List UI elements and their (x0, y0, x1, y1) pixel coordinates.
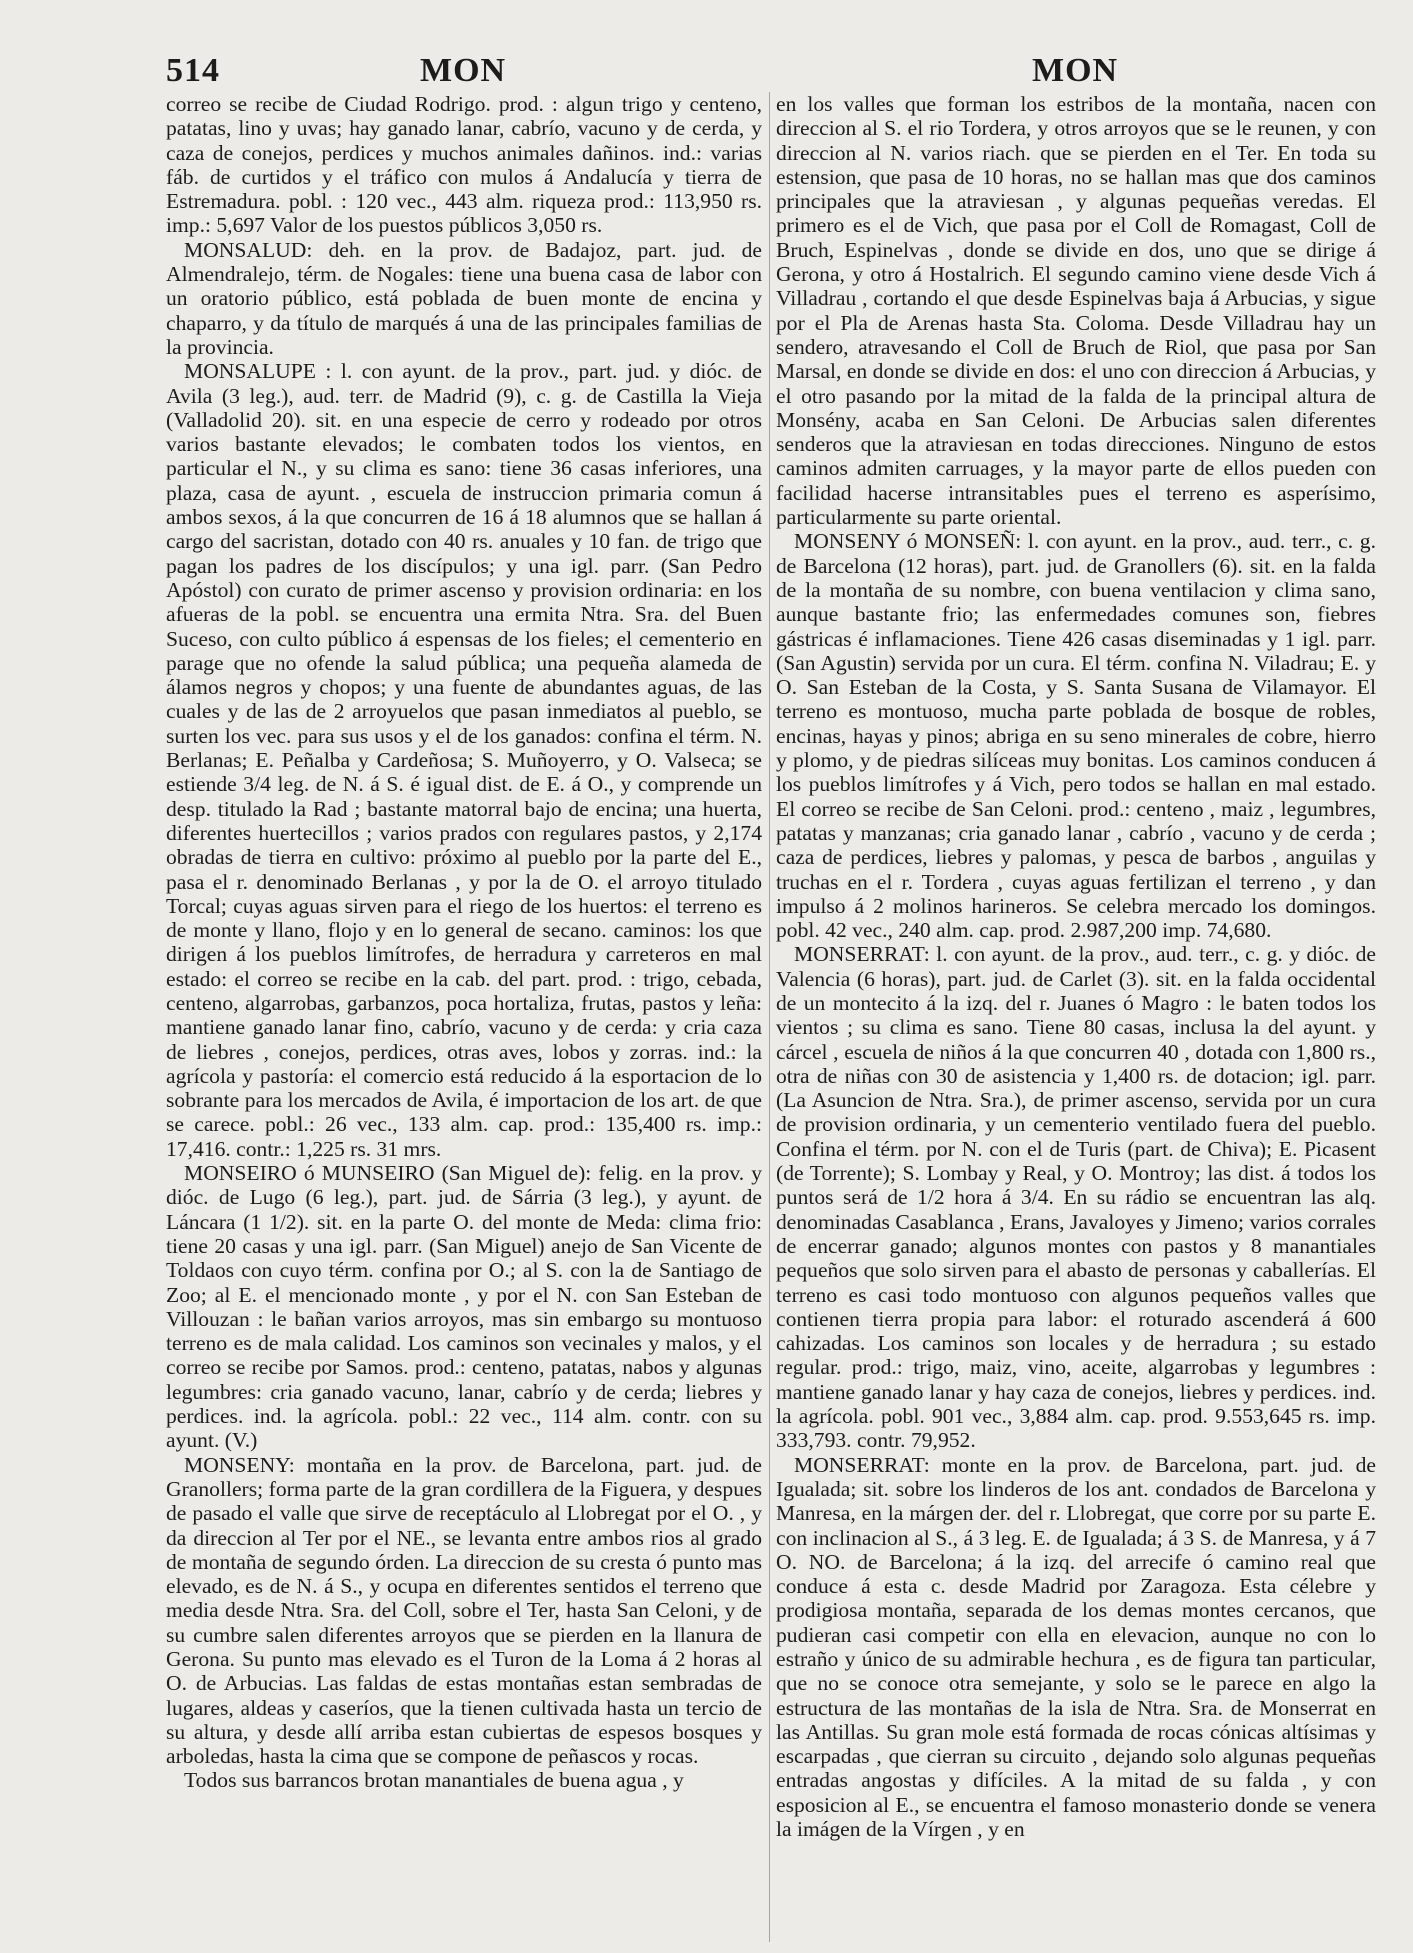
running-head-left: MON (420, 52, 507, 89)
entry-paragraph: MONSENY ó MONSEÑ: l. con ayunt. en la prov., aud. terr., c. g. de Barcelona (12 horas), part. jud. de Granollers (6). sit. en la falda de la montaña de su nombre, con buena ventilacion y clima sano, aunque bastante frio; las enfermedades comunes son, fiebres gástricas é inflamaciones. Tiene 426 casas diseminadas y 1 igl. parr. (San Agustin) servida por un cura. El térm. confina N. Viladrau; E. y O. San Esteban de la Costa, y S. Santa Susana de Vilamayor. El terreno es montuoso, mucha parte poblada de bosque de robles, encinas, hayas y pinos; abriga en su seno minerales de cobre, hierro y plomo, y de piedras silíceas muy bonitas. Los caminos conducen á los pueblos limítrofes y á Vich, pero todos se hallan en mal estado. El correo se recibe de San Celoni. prod.: centeno , maiz , legumbres, patatas y manzanas; cria ganado lanar , cabrío , vacuno y de cerda ; caza de perdices, liebres y palomas, y pesca de barbos , anguilas y truchas en el r. Tordera , cuyas aguas fertilizan el terreno , y dan impulso á 2 molinos harineros. Se celebra mercado los domingos. pobl. 42 vec., 240 alm. cap. prod. 2.987,200 imp. 74,680. (776, 529, 1376, 943)
entry-paragraph: Todos sus barrancos brotan manantiales de buena agua , y (184, 1768, 684, 1793)
left-column (166, 92, 762, 1793)
entry-paragraph: MONSALUPE : l. con ayunt. de la prov., part. jud. y dióc. de Avila (3 leg.), aud. terr. de Madrid (9), c. g. de Castilla la Vieja (Valladolid 20). sit. en una especie de cerro y rodeado por otros varios bastante elevados; le combaten todos los vientos, en particular el N., y su clima es sano: tiene 36 casas inferiores, una plaza, casa de ayunt. , escuela de instruccion primaria comun á ambos sexos, á la que concurren de 16 á 18 alumnos que se hallan á cargo del sacristan, dotado con 40 rs. anuales y 10 fan. de trigo que pagan los padres de los discípulos; y una igl. parr. (San Pedro Apóstol) con curato de primer ascenso y provision ordinaria: en los afueras de la pobl. se encuentra una ermita Ntra. Sra. del Buen Suceso, con culto público á espensas de los fieles; el cementerio en parage que no ofende la salud pública; una pequeña alameda de álamos negros y chopos; y una fuente de abundantes aguas, de las cuales y de las de 2 arroyuelos que pasan inmediatos al pueblo, se surten los vec. para sus usos y el de los ganados: confina el térm. N. Berlanas; E. Peñalba y Cardeñosa; S. Muñoyerro, y O. Valseca; se estiende 3/4 leg. de N. á S. é igual dist. de E. á O., y comprende un desp. titulado la Rad ; bastante matorral bajo de encina; una huerta, diferentes huertecillos ; varios prados con regulares pastos, y 2,174 obradas de tierra en cultivo: próximo al pueblo por la parte del E., pasa el r. denominado Berlanas , y por la de O. el arroyo titulado Torcal; cuyas aguas sirven para el riego de los huertos: el terreno es de monte y llano, flojo y en lo general de secano. caminos: los que dirigen á los pueblos limítrofes, de herradura y carreteros en mal estado: el correo se recibe en la cab. del part. prod. : trigo, cebada, centeno, algarrobas, garbanzos, poca hortaliza, frutas, pastos y leña: mantiene ganado lanar fino, cabrío, vacuno y de cerda: y cria caza de liebres , conejos, perdices, otras aves, lobos y zorras. ind.: la agrícola y pastoría: el comercio está reducido á la esportacion de lo sobrante para los mercados de Avila, é importacion de los art. de que se carece. pobl.: 26 vec., 133 alm. cap. prod.: 135,400 rs. imp.: 17,416. contr.: 1,225 rs. 31 mrs. (166, 359, 762, 1161)
running-head-right: MON (1032, 52, 1119, 89)
right-column (776, 92, 1376, 1841)
entry-paragraph: MONSERRAT: monte en la prov. de Barcelona, part. jud. de Igualada; sit. sobre los linderos de los ant. condados de Barcelona y Manresa, en la márgen der. del r. Llobregat, que corre por su parte E. con inclinacion al S., á 3 leg. E. de Igualada; á 3 S. de Manresa, y á 7 O. NO. de Barcelona; á la izq. del arrecife ó camino real que conduce á esta c. desde Madrid por Zaragoza. Esta célebre y prodigiosa montaña, separada de los demas montes cercanos, que pudieran casi competir con ella en elevacion, aunque no con lo estraño y único de su admirable hechura , es de figura tan particular, que no se conoce otra semejante, y solo se le parece en algo la estructura de las montañas de la isla de Ntra. Sra. de Monserrat en las Antillas. Su gran mole está formada de rocas cónicas altísimas y escarpadas , que cierran su circuito , dejando solo algunas pequeñas entradas angostas y difíciles. A la mitad de su falda , y con esposicion al E., se encuentra el famoso monasterio donde se venera la imágen de la Vírgen , y en (776, 1452, 1376, 1842)
entry-paragraph: en los valles que forman los estribos de la montaña, nacen con direccion al S. el rio Tordera, y otros arroyos que se le reunen, y con direccion al N. varios riach. que se pierden en el Ter. En toda su estension, que pasa de 10 horas, no se hallan mas que dos caminos principales que la atraviesan , y algunas pequeñas veredas. El primero es el de Vich, que pasa por el Coll de Romagast, Coll de Bruch, Espinelvas , donde se divide en dos, uno que se dirige á Gerona, y otro á Hostalrich. El segundo camino viene desde Vich á Villadrau , cortando el que desde Espinelvas baja á Arbucias, y sigue por el Pla de Arenas hasta Sta. Coloma. Desde Villadrau hay un sendero, atravesando el Coll de Bruch de Riol, que pasa por San Marsal, en donde se divide en dos: el uno con direccion á Arbucias, y el otro pasando por la mitad de la falda de la principal altura de Monsény, acaba en San Celoni. De Arbucias salen diferentes senderos que la atraviesan en todas direcciones. Ninguno de estos caminos admiten carruages, y la mayor parte de ellos pueden con facilidad hacerse intransitables pues el terreno es asperísimo, particularmente su parte oriental. (776, 92, 1376, 530)
entry-paragraph: MONSALUD: deh. en la prov. de Badajoz, part. jud. de Almendralejo, térm. de Nogales: tiene una buena casa de labor con un oratorio público, está poblada de buen monte de encina y chaparro, y da título de marqués á una de las principales familias de la provincia. (166, 237, 762, 359)
entry-paragraph: MONSEIRO ó MUNSEIRO (San Miguel de): felig. en la prov. y dióc. de Lugo (6 leg.), part. jud. de Sárria (3 leg.), y ayunt. de Láncara (1 1/2). sit. en la parte O. del monte de Meda: clima frio: tiene 20 casas y una igl. parr. (San Miguel) anejo de San Vicente de Toldaos con cuyo térm. confina por O.; al S. con la de Santiago de Zoo; al E. el mencionado monte , y por el N. con San Esteban de Villouzan : le bañan varios arroyos, mas sin embargo su montuoso terreno es de mala calidad. Los caminos son vecinales y malos, y el correo se recibe por Samos. prod.: centeno, patatas, nabos y algunas legumbres: cria ganado vacuno, lanar, cabrío y de cerda; liebres y perdices. ind. la agrícola. pobl.: 22 vec., 114 alm. contr. con su ayunt. (V.) (166, 1161, 762, 1453)
page-number: 514 (166, 52, 220, 89)
column-divider (769, 92, 770, 1942)
entry-paragraph: MONSENY: montaña en la prov. de Barcelona, part. jud. de Granollers; forma parte de la gran cordillera de la Figuera, y despues de pasado el valle que sirve de receptáculo al Llobregat por el O. , y da direccion al Ter por el NE., se levanta entre ambos rios al grado de montaña de segundo órden. La direccion de su cresta ó punto mas elevado, es de N. á S., y ocupa en diferentes sentidos el terreno que media desde Ntra. Sra. del Coll, sobre el Ter, hasta San Celoni, y de su cumbre salen diferentes arroyos que se pierden en la llanura de Gerona. Su punto mas elevado es el Turon de la Loma á 2 horas al O. de Arbucias. Las faldas de estas montañas estan sembradas de lugares, aldeas y caseríos, que la tienen cultivada hasta un tercio de su altura, y desde allí arriba estan cubiertas de espesos bosques y arboledas, hasta la cima que se compone de peñascos y rocas. (166, 1452, 762, 1769)
entry-paragraph: correo se recibe de Ciudad Rodrigo. prod. : algun trigo y centeno, patatas, lino y uvas; hay ganado lanar, cabrío, vacuno y de cerda, y caza de conejos, perdices y muchos animales dañinos. ind.: varias fáb. de curtidos y el tráfico con mulos á Andalucía y tierra de Estremadura. pobl. : 120 vec., 443 alm. riqueza prod.: 113,950 rs. imp.: 5,697 Valor de los puestos públicos 3,050 rs. (166, 92, 762, 238)
entry-paragraph: MONSERRAT: l. con ayunt. de la prov., aud. terr., c. g. y dióc. de Valencia (6 horas), part. jud. de Carlet (3). sit. en la falda occidental de un montecito á la izq. del r. Juanes ó Magro : le baten todos los vientos ; su clima es sano. Tiene 80 casas, inclusa la del ayunt. y cárcel , escuela de niños á la que concurren 40 , dotada con 1,800 rs., otra de niñas con 30 de asistencia y 1,400 rs. de dotacion; igl. parr. (La Asuncion de Ntra. Sra.), de primer ascenso, servida por un cura de provision ordinaria, y un cementerio ventilado fuera del pueblo. Confina el térm. por N. con el de Turis (part. de Chiva); E. Picasent (de Torrente); S. Lombay y Real, y O. Montroy; las dist. á todos los puntos será de 1/2 hora á 3/4. En su rádio se encuentran las alq. denominadas Casablanca , Erans, Javaloyes y Jimeno; varios corrales de encerrar ganado; algunos montes con pastos y 8 manantiales pequeños que solo sirven para el abasto de personas y caballerías. El terreno es casi todo montuoso con algunos pequeños valles que contienen tierra propia para labor: el roturado ascenderá á 600 cahizadas. Los caminos son locales y de herradura ; su estado regular. prod.: trigo, maiz, vino, aceite, algarrobas y legumbres : mantiene ganado lanar y hay caza de conejos, liebres y perdices. ind. la agrícola. pobl. 901 vec., 3,884 alm. cap. prod. 9.553,645 rs. imp. 333,793. contr. 79,952. (776, 942, 1376, 1453)
